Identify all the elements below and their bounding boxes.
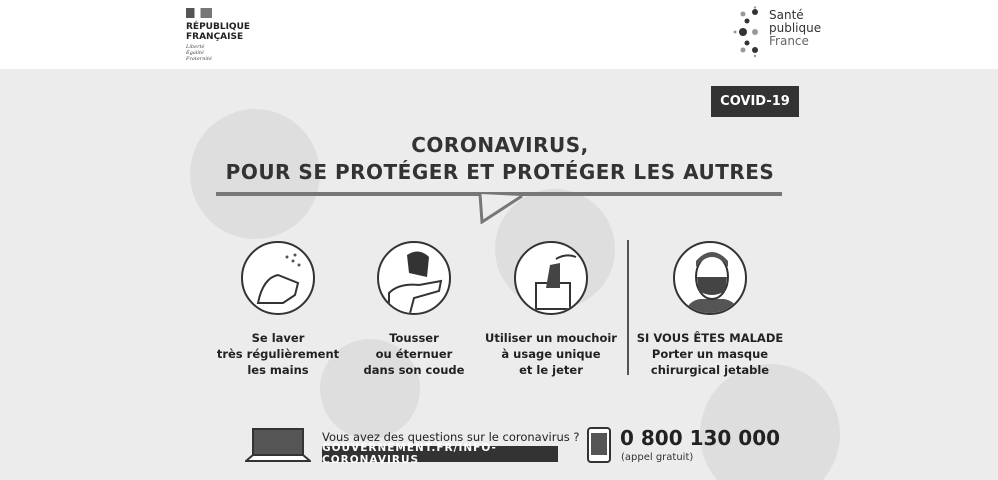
logo-line-2: FRANÇAISE	[186, 32, 244, 42]
caption-line: dans son coude	[363, 363, 465, 377]
title-line-1: CORONAVIRUS,	[411, 133, 589, 157]
republique-francaise-logo	[186, 8, 250, 62]
spf-line-3: France	[769, 34, 809, 48]
title-line-2: POUR SE PROTÉGER ET PROTÉGER LES AUTRES	[225, 160, 775, 184]
logo-line-1: RÉPUBLIQUE	[186, 22, 251, 32]
caption-line: Tousser	[389, 331, 439, 345]
gesture-caption-mask	[635, 330, 785, 378]
caption-line: SI VOUS ÊTES MALADE	[636, 331, 784, 345]
tissue-bin-icon	[514, 241, 588, 315]
virus-decoration-icon	[700, 364, 840, 480]
gesture-caption-cough	[339, 330, 489, 378]
gesture-caption-tissue	[476, 330, 626, 378]
caption-line: à usage unique	[501, 347, 601, 361]
face-mask-icon	[673, 241, 747, 315]
questions-text: Vous avez des questions sur le coronavirus ?	[322, 430, 580, 444]
hand-washing-icon	[241, 241, 315, 315]
caption-line: les mains	[247, 363, 309, 377]
spf-line-2: publique	[769, 21, 822, 35]
info-url-link[interactable]: GOUVERNEMENT.FR/INFO-CORONAVIRUS	[322, 446, 558, 462]
spf-line-1: Santé	[769, 8, 804, 22]
caption-line: et le jeter	[519, 363, 583, 377]
poster-panel	[0, 69, 998, 480]
motto-3: Fraternité	[186, 56, 212, 62]
caption-line: ou éternuer	[375, 347, 453, 361]
speech-bubble-tail-icon	[478, 194, 524, 224]
motto-1: Liberté	[186, 44, 205, 50]
caption-line: Utiliser un mouchoir	[485, 331, 617, 345]
section-divider	[627, 240, 629, 375]
page-title	[150, 132, 850, 186]
laptop-icon	[245, 427, 311, 463]
caption-line: chirurgical jetable	[650, 363, 770, 377]
phone-number: 0 800 130 000	[620, 426, 781, 450]
caption-line: très régulièrement	[216, 347, 340, 361]
cough-elbow-icon	[377, 241, 451, 315]
header	[0, 0, 998, 69]
phone-icon	[587, 427, 611, 463]
gesture-caption-wash-hands	[203, 330, 353, 378]
dots-logo-icon	[733, 6, 763, 58]
caption-line: Porter un masque	[651, 347, 769, 361]
motto-2: Égalité	[186, 50, 204, 56]
covid-19-badge: COVID-19	[711, 86, 799, 117]
marianne-flag-icon	[186, 8, 212, 18]
caption-line: Se laver	[251, 331, 305, 345]
phone-note: (appel gratuit)	[621, 452, 694, 463]
